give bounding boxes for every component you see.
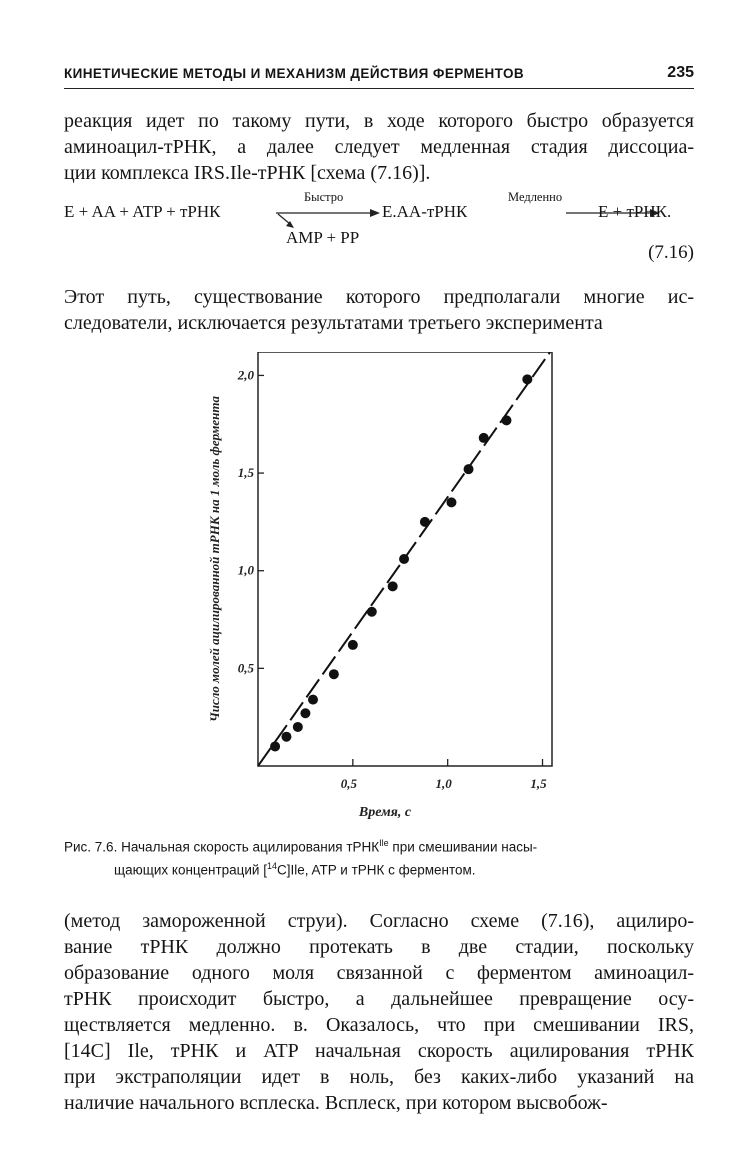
caption-line-1 bbox=[64, 834, 694, 857]
caption-superscript: Ile bbox=[379, 838, 389, 848]
scheme-slow-label: Медленно bbox=[508, 190, 563, 204]
scheme-reactants: E + AA + ATP + тРНК bbox=[64, 202, 221, 221]
text-line: аминоацил-тРНК, а далее следует медленная стадия диссоциа- bbox=[64, 136, 694, 158]
scatter-chart bbox=[190, 352, 560, 822]
paragraph-1 bbox=[64, 108, 694, 186]
text-line: ществляется медленно. в. Оказалось, что при смешивании IRS, bbox=[64, 1014, 694, 1036]
x-axis-label: Время, с bbox=[358, 805, 412, 820]
data-point bbox=[293, 722, 303, 732]
y-tick-label: 1,5 bbox=[237, 465, 254, 481]
y-axis-label: Число молей ацилированной тРНК на 1 моль фермента bbox=[207, 396, 222, 722]
figure-7-6 bbox=[190, 352, 560, 822]
text-line: (метод замороженной струи). Согласно схеме (7.16), ацилиро- bbox=[64, 910, 694, 932]
scheme-intermediate: E.AA-тРНК bbox=[382, 202, 468, 221]
page-number: 235 bbox=[667, 64, 694, 81]
data-point bbox=[420, 517, 430, 527]
text-line: [14C] Ile, тРНК и ATP начальная скорость ацилирования тРНК bbox=[64, 1040, 694, 1062]
running-title: КИНЕТИЧЕСКИЕ МЕТОДЫ И МЕХАНИЗМ ДЕЙСТВИЯ ФЕРМЕНТОВ bbox=[64, 66, 525, 81]
text-line: наличие начального всплеска. Всплеск, при котором высвобож- bbox=[64, 1092, 608, 1114]
text-line: Этот путь, существование которого предполагали многие ис- bbox=[64, 286, 694, 308]
y-tick-label: 0,5 bbox=[237, 660, 254, 676]
text-line: тРНК происходит быстро, а дальнейшее превращение осу- bbox=[64, 988, 694, 1010]
running-header bbox=[64, 62, 694, 89]
paragraph-3 bbox=[64, 908, 694, 1116]
y-tick-label: 2,0 bbox=[237, 367, 254, 383]
text-line: при экстраполяции идет в ноль, без каких-либо указаний на bbox=[64, 1066, 694, 1088]
data-point bbox=[281, 732, 291, 742]
x-tick-label: 1,0 bbox=[435, 776, 452, 791]
caption-prefix: Рис. 7.6. Начальная скорость ацилирования тРНК bbox=[64, 839, 380, 855]
data-point bbox=[464, 464, 474, 474]
scheme-products: E + тРНК. bbox=[598, 202, 672, 221]
reaction-scheme bbox=[64, 188, 694, 268]
scheme-fast-label: Быстро bbox=[304, 190, 344, 204]
x-tick-label: 0,5 bbox=[340, 776, 357, 791]
data-point bbox=[329, 669, 339, 679]
equation-number: (7.16) bbox=[648, 242, 694, 263]
text-line: образование одного моля связанной с ферментом аминоацил- bbox=[64, 962, 694, 984]
data-point bbox=[348, 640, 358, 650]
data-point bbox=[367, 607, 377, 617]
data-point bbox=[479, 433, 489, 443]
x-tick-label: 1,5 bbox=[530, 776, 547, 791]
data-point bbox=[388, 581, 398, 591]
paragraph-2 bbox=[64, 284, 694, 336]
scheme-byproduct: AMP + PP bbox=[286, 228, 360, 247]
text-line: ции комплекса IRS.Ile-тРНК [схема (7.16)]. bbox=[64, 162, 431, 184]
caption-suffix: при смешивании насы- bbox=[388, 839, 538, 855]
text-line: реакция идет по такому пути, в ходе которого быстро образуется bbox=[64, 110, 694, 132]
text-line: вание тРНК должно протекать в две стадии, поскольку bbox=[64, 936, 694, 958]
data-point bbox=[501, 415, 511, 425]
data-point bbox=[399, 554, 409, 564]
data-point bbox=[308, 695, 318, 705]
data-point bbox=[522, 374, 532, 384]
text-line: следователи, исключается результатами третьего эксперимента bbox=[64, 312, 603, 334]
data-point bbox=[446, 497, 456, 507]
caption-line-2: щающих концентраций [$^{14}$C]Ile, ATP и тРНК с ферментом. bbox=[114, 860, 476, 877]
figure-caption bbox=[64, 834, 694, 879]
data-point bbox=[270, 741, 280, 751]
data-point bbox=[300, 708, 310, 718]
y-tick-label: 1,0 bbox=[237, 562, 254, 578]
